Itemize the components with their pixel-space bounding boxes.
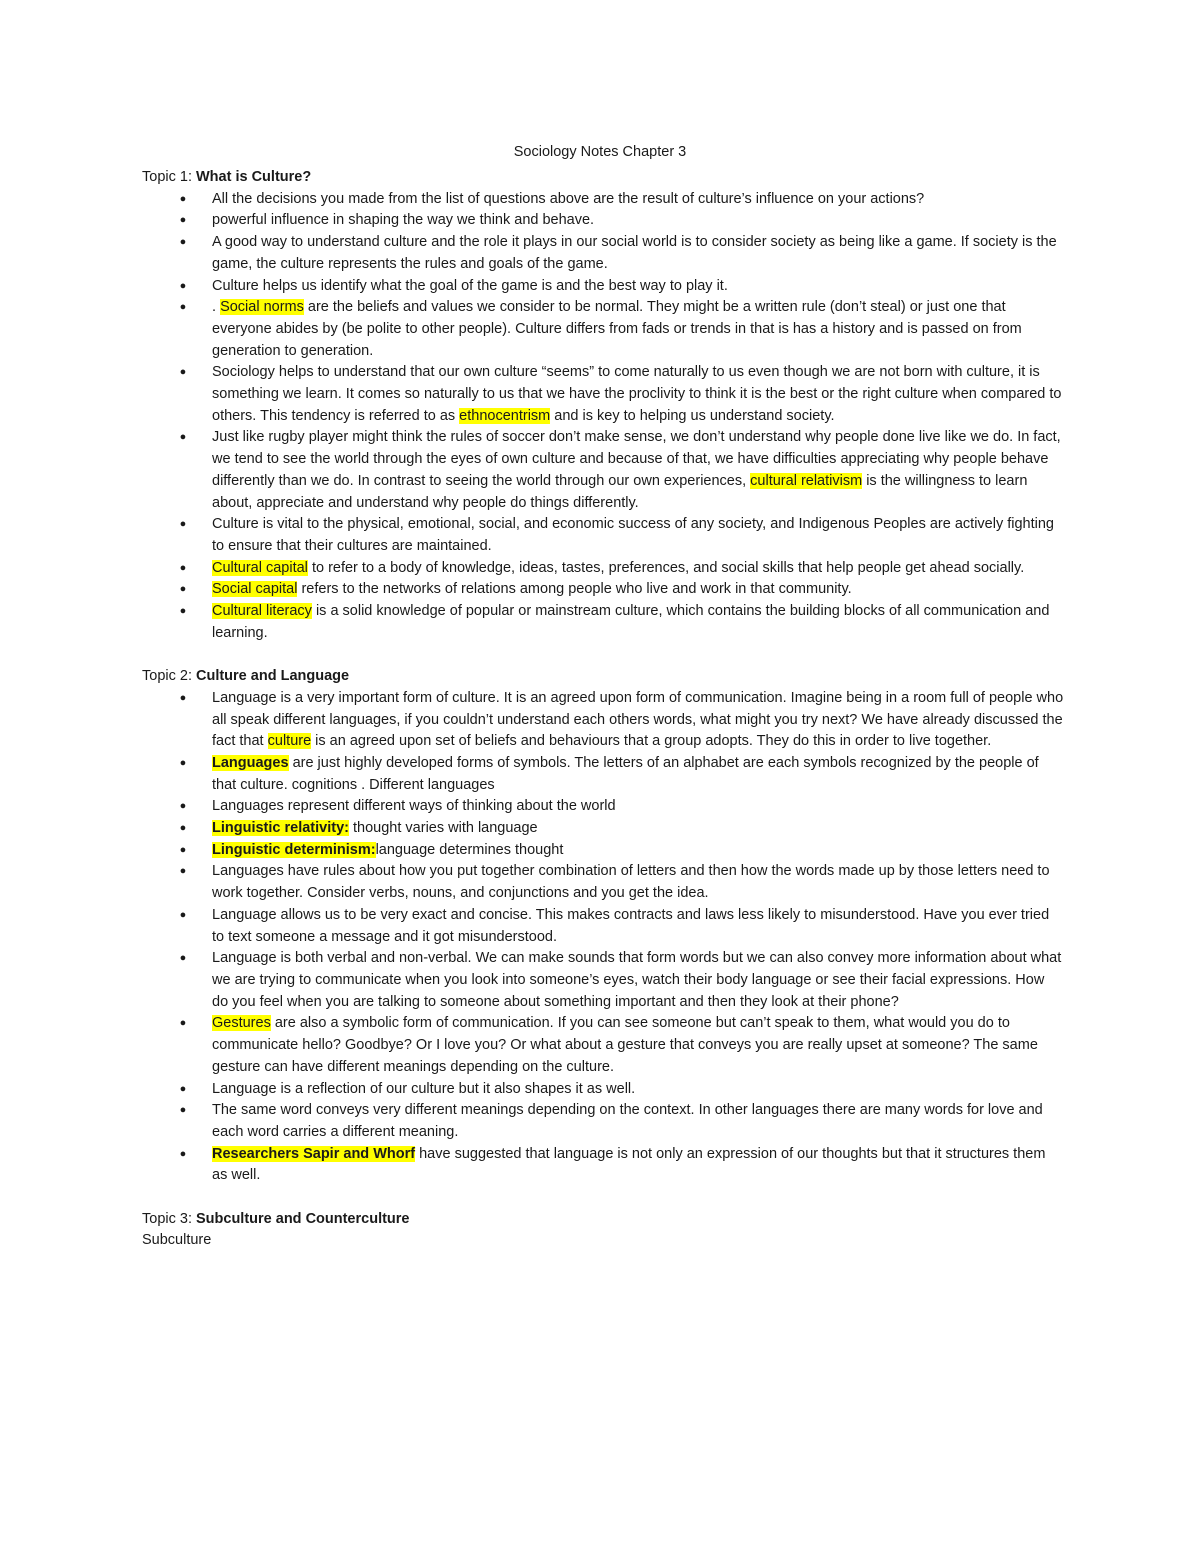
topic-3-heading: [142, 1209, 1064, 1231]
list-item-text: to refer to a body of knowledge, ideas, tastes, preferences, and social skills that help people get ahead socially.: [307, 559, 1025, 576]
list-item-text: Language is a reflection of our culture but it also shapes it as well.: [212, 1080, 636, 1097]
list-item-text: All the decisions you made from the list of questions above are the result of culture’s influence on your actions?: [212, 190, 925, 207]
list-item: [142, 189, 1064, 211]
list-item: [142, 362, 1064, 427]
list-item: [142, 579, 1064, 601]
list-item: [142, 558, 1064, 580]
bullet-icon: ●: [179, 1147, 187, 1160]
list-item: [142, 796, 1064, 818]
highlighted-term: ethnocentrism: [459, 407, 551, 424]
list-item: [142, 427, 1064, 514]
bullet-icon: ●: [179, 691, 187, 704]
bullet-icon: ●: [179, 301, 187, 314]
list-item: [142, 514, 1064, 557]
topic-1-heading-lead: Topic 1:: [142, 169, 196, 185]
list-item-text: powerful influence in shaping the way we think and behave.: [212, 212, 595, 229]
bullet-icon: ●: [179, 822, 187, 835]
topic-3-heading-title: Subculture and Counterculture: [196, 1210, 410, 1227]
list-item-text: thought varies with language: [348, 820, 538, 837]
highlighted-term: Cultural capital: [212, 559, 308, 576]
bullet-icon: ●: [179, 800, 187, 813]
list-item: [142, 601, 1064, 644]
topic-2-list: [142, 688, 1064, 1187]
bullet-icon: ●: [179, 192, 187, 205]
list-item-text: .: [212, 299, 221, 316]
list-item-text: are the beliefs and values we consider to be normal. They might be a written rule (don’t steal) or just one that everyone abides by (be polite to other people). Culture differs from fads or trends in that is has a history and is passed on from generation to generation.: [212, 299, 1022, 359]
bullet-icon: ●: [179, 865, 187, 878]
bullet-icon: ●: [179, 366, 187, 379]
list-item-text: Languages represent different ways of thinking about the world: [212, 798, 616, 815]
list-item: [142, 276, 1064, 298]
bullet-icon: ●: [179, 583, 187, 596]
bullet-icon: ●: [179, 908, 187, 921]
list-item: [142, 948, 1064, 1013]
highlighted-term: Gestures: [212, 1015, 271, 1032]
highlighted-term: Linguistic determinism:: [212, 841, 376, 858]
bullet-icon: ●: [179, 605, 187, 618]
list-item: [142, 861, 1064, 904]
list-item: [142, 232, 1064, 275]
list-item-text: is the willingness to learn about, appreciate and understand why people do things differently.: [212, 472, 1028, 511]
highlighted-term: Researchers Sapir and Whorf: [212, 1145, 416, 1162]
bullet-icon: ●: [179, 1082, 187, 1095]
list-item-text: Culture is vital to the physical, emotional, social, and economic success of any society, and Indigenous Peoples are actively fighting to ensure that their cultures are maintained.: [212, 516, 1054, 554]
list-item-text: refers to the networks of relations among people who live and work in that community.: [297, 581, 852, 598]
list-item: [142, 688, 1064, 753]
list-item-text: The same word conveys very different meanings depending on the context. In other languages there are many words for love and each word carries a different meaning.: [212, 1102, 1043, 1140]
topic-2-heading-title: Culture and Language: [196, 668, 350, 685]
topic-1-heading-title: What is Culture?: [196, 169, 312, 185]
list-item-text: is a solid knowledge of popular or mainstream culture, which contains the building blocks of all communication and learning.: [212, 603, 1050, 641]
list-item: [142, 1079, 1064, 1101]
highlighted-term: Languages: [212, 754, 289, 771]
highlighted-term: culture: [267, 733, 312, 750]
paragraph-gap: [142, 644, 1064, 666]
subheading-subculture: Subculture: [142, 1232, 212, 1249]
bullet-icon: ●: [179, 236, 187, 249]
bullet-icon: ●: [179, 214, 187, 227]
list-item-text: language determines thought: [375, 841, 564, 858]
list-item: [142, 1013, 1064, 1078]
list-item: [142, 840, 1064, 862]
bullet-icon: ●: [179, 1104, 187, 1117]
list-item-text: Just like rugby player might think the rules of soccer don’t make sense, we don’t understand why people done live like we do. In fact, we tend to see the world through the eyes of own culture and because of that, we have difficulties appreciating why people behave differently than we do. In contrast to seeing the world through our own experiences,: [212, 429, 1061, 489]
topic-1-list: [142, 189, 1064, 645]
list-item-text: are also a symbolic form of communication. If you can see someone but can’t speak to them, what would you do to communicate hello? Goodbye? Or I love you? Or what about a gesture that conveys you are really upset at someone? The same gesture can have different meanings depending on the culture.: [212, 1015, 1038, 1075]
highlighted-term: cultural relativism: [750, 472, 863, 489]
topic-2-heading-lead: Topic 2:: [142, 668, 196, 685]
bullet-icon: ●: [179, 756, 187, 769]
list-item-text: Sociology helps to understand that our own culture “seems” to come naturally to us even though we are not born with culture, it is something we learn. It comes so naturally to us that we have the proclivity to think it is the best or the right culture when compared to others. This tendency is referred to as: [212, 364, 1062, 424]
highlighted-term: Social norms: [220, 299, 304, 316]
list-item: [142, 1100, 1064, 1143]
list-item-text: Language is both verbal and non-verbal. We can make sounds that form words but we can also convey more information about what we are trying to communicate when you look into someone’s eyes, watch their body language or see their facial expressions. How do you feel when you are talking to someone about something important and then they look at their phone?: [212, 950, 1062, 1010]
document-title: Sociology Notes Chapter 3: [513, 144, 687, 160]
list-item-text: have suggested that language is not only an expression of our thoughts but that it structures them as well.: [212, 1145, 1046, 1184]
list-item-text: Language allows us to be very exact and concise. This makes contracts and laws less likely to misunderstood. Have you ever tried to text someone a message and it got misunderstood.: [212, 906, 1050, 945]
list-item-text: Language is a very important form of culture. It is an agreed upon form of communication. Imagine being in a room full of people who all speak different languages, if you couldn’t understand each others words, what might you try next? We have already discussed the fact that: [212, 689, 1064, 750]
highlighted-term: Social capital: [212, 581, 298, 598]
bullet-icon: ●: [179, 843, 187, 856]
list-item: [142, 818, 1064, 840]
list-item: [142, 297, 1064, 362]
highlighted-term: Cultural literacy: [212, 603, 312, 620]
bullet-icon: ●: [179, 518, 187, 531]
list-item-text: are just highly developed forms of symbols. The letters of an alphabet are each symbols recognized by the people of that culture. cognitions . Different languages: [212, 754, 1039, 793]
list-item: [142, 210, 1064, 232]
bullet-icon: ●: [179, 561, 187, 574]
bullet-icon: ●: [179, 279, 187, 292]
bullet-icon: ●: [179, 952, 187, 965]
list-item: [142, 905, 1064, 948]
paragraph-gap: [142, 1187, 1064, 1209]
topic-2-heading: [142, 666, 1064, 688]
list-item: [142, 753, 1064, 796]
topic-3-heading-lead: Topic 3:: [142, 1210, 196, 1227]
bullet-icon: ●: [179, 1017, 187, 1030]
list-item-text: A good way to understand culture and the role it plays in our social world is to consider society as being like a game. If society is the game, the culture represents the rules and goals of the game.: [212, 234, 1057, 272]
highlighted-term: Linguistic relativity:: [212, 820, 349, 837]
list-item-text: and is key to helping us understand society.: [550, 407, 835, 424]
topic-1-heading: [142, 167, 1064, 189]
document-body: [142, 167, 1064, 1252]
list-item-text: is an agreed upon set of beliefs and behaviours that a group adopts. They do this in order to live together.: [311, 733, 992, 750]
bullet-icon: ●: [179, 431, 187, 444]
list-item-text: Culture helps us identify what the goal of the game is and the best way to play it.: [212, 277, 728, 294]
list-item-text: Languages have rules about how you put together combination of letters and then how the words made up by those letters need to work together. Consider verbs, nouns, and conjunctions and you get the idea.: [212, 863, 1050, 902]
list-item: [142, 1144, 1064, 1187]
